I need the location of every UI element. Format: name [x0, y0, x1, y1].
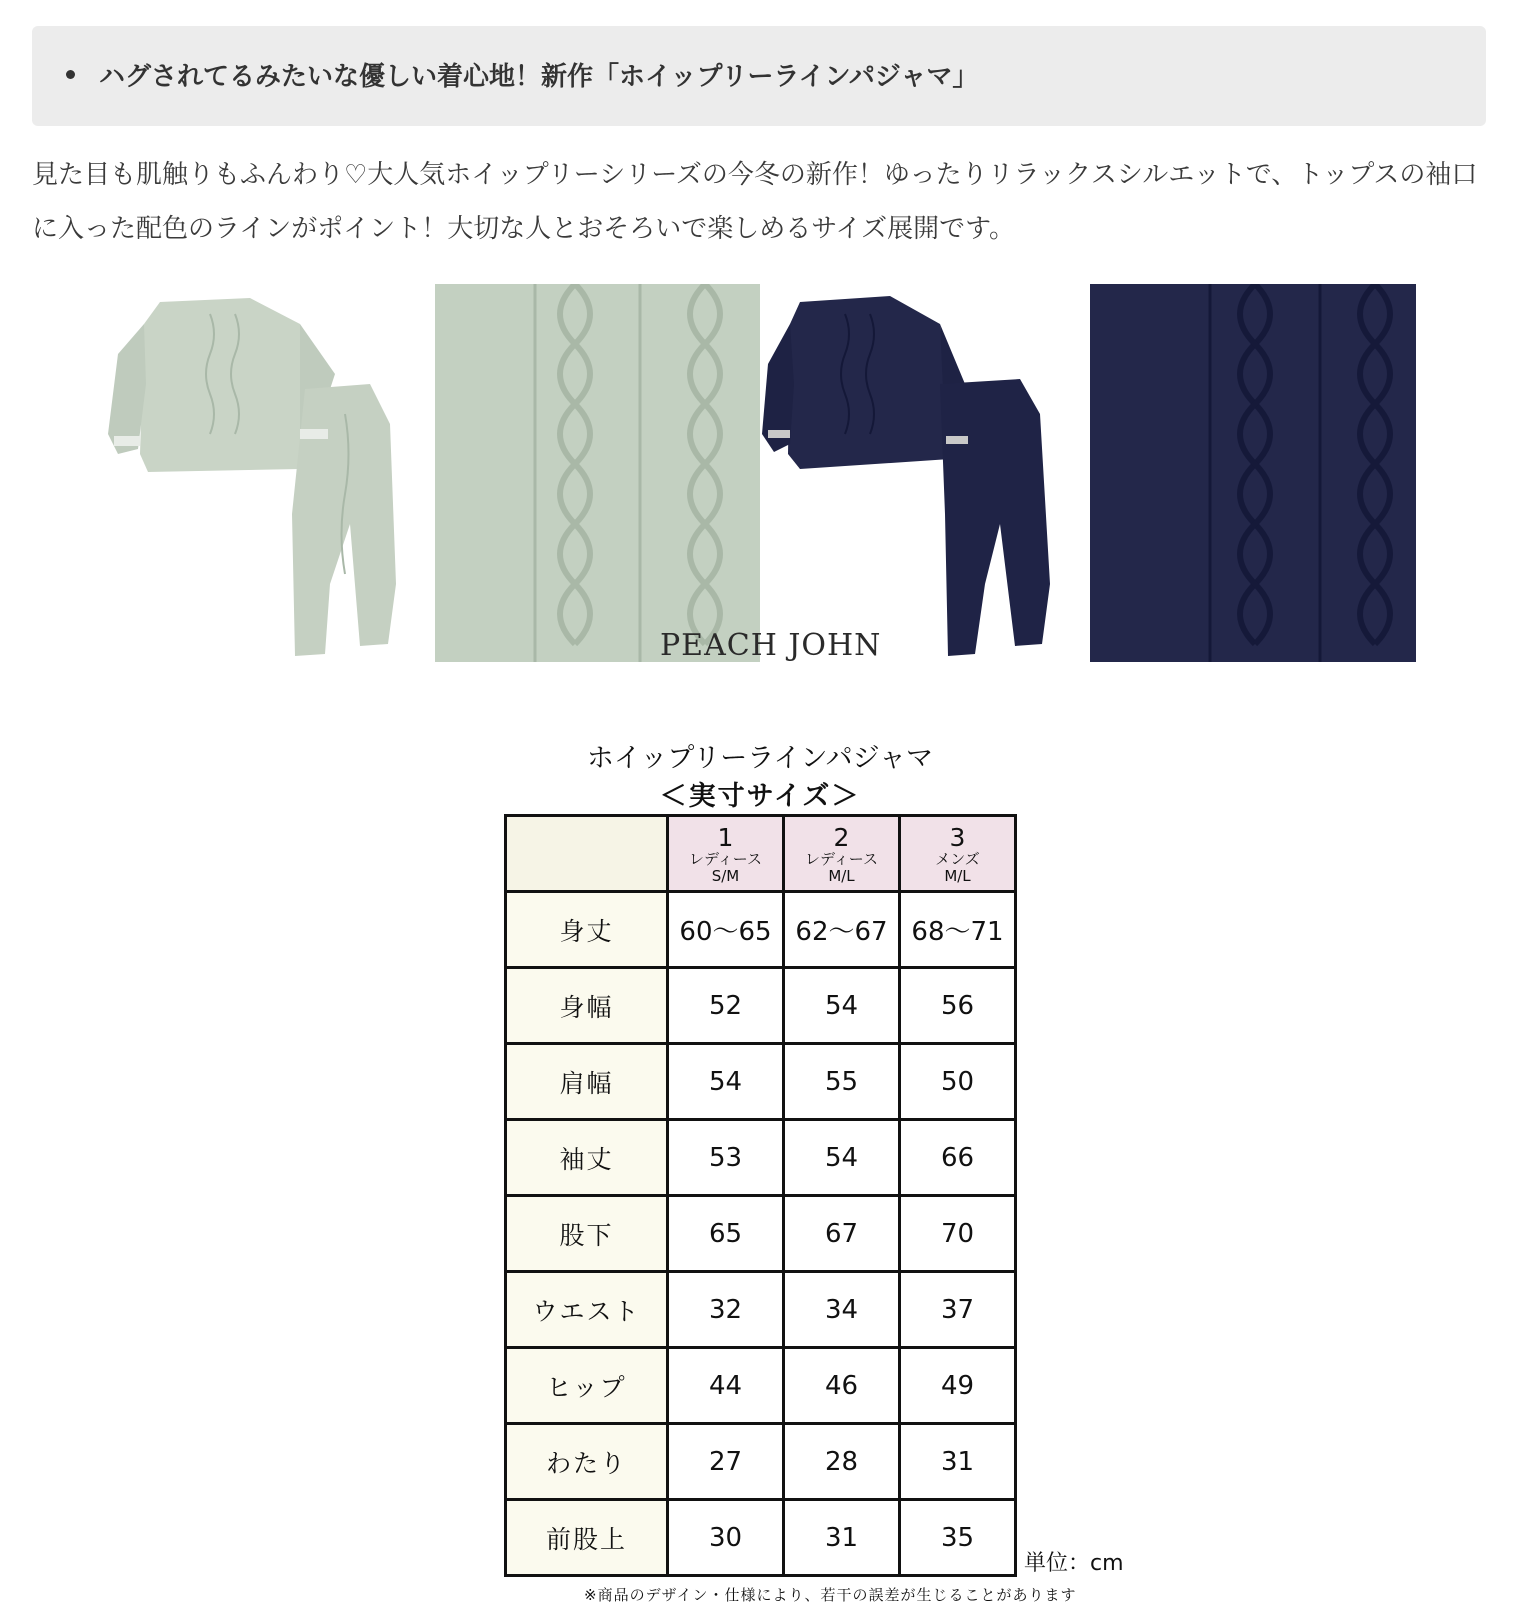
section-heading: ハグされてるみたいな優しい着心地！新作「ホイップリーラインパジャマ」	[99, 62, 979, 92]
measurement-label: ウエスト	[506, 1272, 668, 1348]
table-row	[506, 1272, 1016, 1348]
size-type: メンズ	[935, 849, 980, 868]
measurement-label: 袖丈	[506, 1120, 668, 1196]
size-chart-subtitle: ＜実寸サイズ＞	[659, 781, 861, 812]
navy-knit-closeup-photo	[1090, 284, 1416, 662]
table-row	[506, 1044, 1016, 1120]
measurement-value: 34	[784, 1272, 900, 1348]
measurement-label: 股下	[506, 1196, 668, 1272]
measurement-value: 37	[900, 1272, 1016, 1348]
disclaimer-note: ※商品のデザイン・仕様により、若干の誤差が生じることがあります	[584, 1586, 1077, 1604]
measurement-value: 62〜67	[784, 892, 900, 968]
navy-pajama-photo	[760, 284, 1090, 662]
mint-pajama-photo	[100, 284, 430, 662]
table-row	[506, 1196, 1016, 1272]
measurement-value: 28	[784, 1424, 900, 1500]
intro-paragraph: 見た目も肌触りもふんわり♡大人気ホイップリーシリーズの今冬の新作！ゆったりリラックスシルエットで、トップスの袖口に入った配色のラインがポイント！大切な人とおそろいで楽しめるサイズ展開です。	[32, 160, 1478, 244]
measurement-value: 31	[784, 1500, 900, 1576]
measurement-value: 55	[784, 1044, 900, 1120]
measurement-value: 70	[900, 1196, 1016, 1272]
size-type: レディース	[804, 849, 879, 868]
size-table-header	[506, 816, 1016, 892]
measurement-value: 53	[668, 1120, 784, 1196]
size-range: M/L	[944, 866, 971, 885]
mint-knit-closeup-photo	[435, 284, 760, 662]
table-row	[506, 1120, 1016, 1196]
measurement-value: 56	[900, 968, 1016, 1044]
measurement-value: 30	[668, 1500, 784, 1576]
measurement-value: 66	[900, 1120, 1016, 1196]
brand-logo: PEACH JOHN	[660, 628, 882, 663]
table-row	[506, 1348, 1016, 1424]
size-table	[504, 814, 1017, 1577]
measurement-label: ヒップ	[506, 1348, 668, 1424]
size-type: レディース	[688, 849, 763, 868]
table-row	[506, 968, 1016, 1044]
table-row	[506, 1500, 1016, 1576]
size-number: 1	[717, 822, 734, 852]
size-column-header	[668, 816, 784, 892]
measurement-value: 54	[784, 968, 900, 1044]
measurement-value: 52	[668, 968, 784, 1044]
measurement-value: 50	[900, 1044, 1016, 1120]
measurement-value: 31	[900, 1424, 1016, 1500]
measurement-label: 肩幅	[506, 1044, 668, 1120]
table-corner-cell	[506, 816, 668, 892]
measurement-value: 68〜71	[900, 892, 1016, 968]
measurement-value: 54	[784, 1120, 900, 1196]
measurement-label: 身丈	[506, 892, 668, 968]
unit-label: 単位：cm	[1024, 1551, 1124, 1576]
measurement-value: 46	[784, 1348, 900, 1424]
size-column-header	[784, 816, 900, 892]
measurement-value: 67	[784, 1196, 900, 1272]
size-chart-title: ホイップリーラインパジャマ	[586, 743, 934, 774]
measurement-value: 54	[668, 1044, 784, 1120]
measurement-value: 49	[900, 1348, 1016, 1424]
section-heading-box	[32, 26, 1486, 126]
measurement-value: 44	[668, 1348, 784, 1424]
measurement-value: 32	[668, 1272, 784, 1348]
measurement-label: わたり	[506, 1424, 668, 1500]
table-row	[506, 892, 1016, 968]
measurement-value: 60〜65	[668, 892, 784, 968]
size-number: 2	[833, 822, 850, 852]
measurement-value: 65	[668, 1196, 784, 1272]
size-number: 3	[949, 822, 966, 852]
measurement-value: 27	[668, 1424, 784, 1500]
bullet-icon	[66, 70, 75, 79]
measurement-label: 前股上	[506, 1500, 668, 1576]
size-range: S/M	[711, 866, 740, 885]
size-table-body	[506, 892, 1016, 1576]
product-photo-strip	[100, 284, 1416, 662]
measurement-label: 身幅	[506, 968, 668, 1044]
heading-item	[66, 56, 978, 93]
measurement-value: 35	[900, 1500, 1016, 1576]
size-column-header	[900, 816, 1016, 892]
table-row	[506, 1424, 1016, 1500]
size-range: M/L	[828, 866, 855, 885]
